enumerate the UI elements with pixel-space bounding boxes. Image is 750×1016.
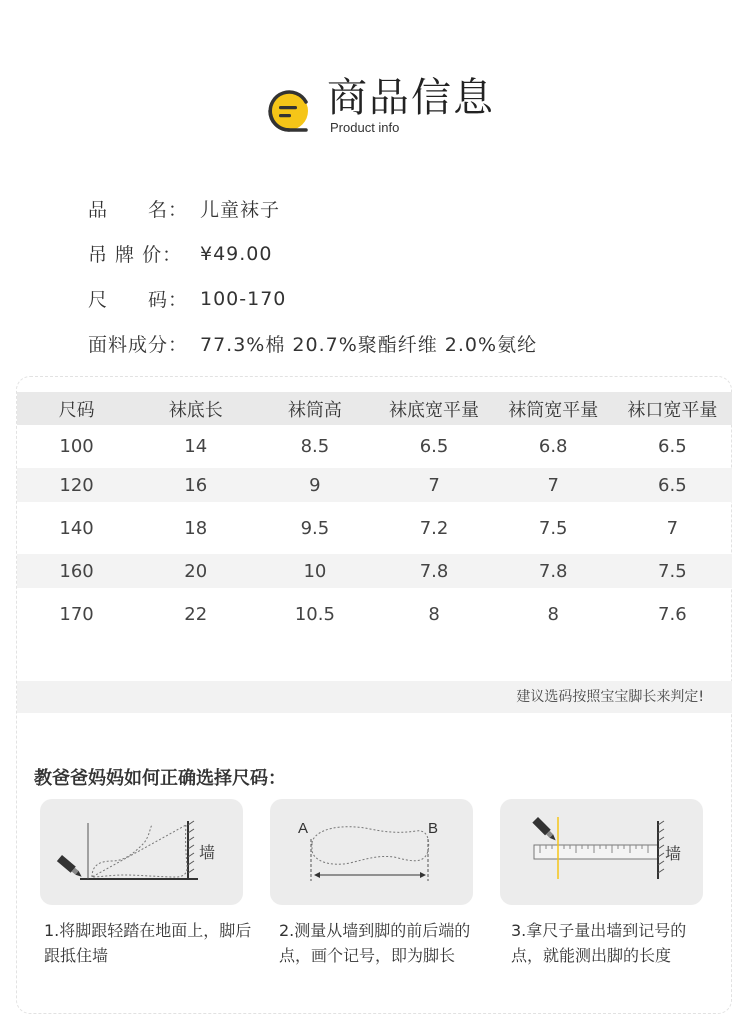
- guide-card-step-3: [500, 799, 703, 905]
- info-value: 77.3%棉 20.7%聚酯纤维 2.0%氨纶: [200, 334, 538, 356]
- table-cell: 7.6: [658, 603, 687, 625]
- header-cell: 袜底宽平量: [389, 399, 480, 421]
- info-value: ¥49.00: [200, 242, 273, 265]
- table-cell: 22: [184, 603, 208, 625]
- table-cell: 6.5: [658, 436, 687, 457]
- table-cell: 9: [309, 474, 321, 496]
- table-row: [17, 502, 732, 554]
- table-cell: 7: [547, 474, 559, 496]
- table-cell: 7.8: [419, 560, 449, 582]
- info-value: 100-170: [200, 287, 287, 310]
- foot-against-wall-illustration: [40, 799, 243, 905]
- info-key: 尺 码：: [88, 289, 189, 311]
- info-value: 儿童袜子: [200, 199, 281, 221]
- table-cell: 6.5: [658, 474, 687, 496]
- header-cell: 袜底长: [168, 399, 223, 421]
- point-a-label: A: [298, 820, 309, 837]
- size-table: [17, 392, 732, 640]
- table-cell: 7: [428, 474, 440, 496]
- info-key: 吊 牌 价：: [88, 244, 183, 266]
- header-cell: 袜筒宽平量: [508, 399, 599, 421]
- document-icon: [262, 86, 312, 136]
- table-cell: 100: [59, 436, 94, 457]
- table-row: [17, 588, 732, 640]
- foot-outline-illustration: [270, 799, 473, 905]
- table-cell: 160: [59, 560, 94, 582]
- table-cell: 7.8: [538, 560, 568, 582]
- ruler-measure-illustration: [500, 799, 703, 905]
- section-header: [262, 72, 522, 142]
- table-row: [17, 468, 732, 502]
- info-key: 品 名：: [88, 199, 189, 221]
- guide-title: 教爸爸妈妈如何正确选择尺码：: [34, 768, 286, 789]
- guide-card-step-1: [40, 799, 243, 905]
- guide-step-2: 2.测量从墙到脚的前后端的点，画个记号，即为脚长: [279, 921, 471, 965]
- header-cell: 袜口宽平量: [627, 399, 718, 421]
- info-key: 面料成分：: [88, 334, 189, 356]
- page-title: 商品信息: [327, 75, 495, 121]
- wall-label: 墙: [665, 844, 682, 863]
- info-row-size: [88, 276, 537, 321]
- table-row: [17, 554, 732, 588]
- size-hint: 建议选码按照宝宝脚长来判定!: [17, 681, 732, 713]
- wall-label: 墙: [199, 843, 216, 862]
- table-cell: 170: [59, 603, 94, 625]
- page-subtitle: Product info: [330, 120, 400, 135]
- table-cell: 7: [666, 517, 679, 539]
- table-cell: 6.5: [419, 436, 449, 457]
- table-cell: 18: [184, 517, 208, 539]
- table-cell: 10: [303, 560, 327, 582]
- info-row-name: [88, 186, 537, 231]
- info-row-material: [88, 321, 537, 366]
- table-cell: 140: [59, 517, 94, 539]
- product-info: [88, 186, 537, 366]
- table-cell: 14: [184, 436, 208, 457]
- guide-step-1: 1.将脚跟轻踏在地面上，脚后跟抵住墙: [44, 921, 252, 965]
- table-cell: 7.2: [419, 517, 449, 539]
- table-cell: 7.5: [538, 517, 568, 539]
- table-cell: 20: [184, 560, 208, 582]
- header-cell: 袜筒高: [287, 399, 342, 421]
- table-cell: 16: [184, 474, 208, 496]
- table-cell: 7.5: [658, 560, 687, 582]
- table-cell: 8: [547, 603, 559, 625]
- info-row-price: [88, 231, 537, 276]
- guide-card-step-2: [270, 799, 473, 905]
- table-row: [17, 425, 732, 468]
- point-b-label: B: [428, 820, 439, 837]
- table-cell: 6.8: [538, 436, 568, 457]
- table-cell: 120: [59, 474, 94, 496]
- guide-step-3: 3.拿尺子量出墙到记号的点，就能测出脚的长度: [511, 921, 687, 965]
- table-cell: 8: [428, 603, 440, 625]
- table-header: [17, 392, 732, 425]
- header-cell: 尺码: [58, 399, 95, 421]
- table-cell: 8.5: [300, 436, 330, 457]
- table-cell: 9.5: [300, 517, 330, 539]
- table-cell: 10.5: [294, 603, 335, 625]
